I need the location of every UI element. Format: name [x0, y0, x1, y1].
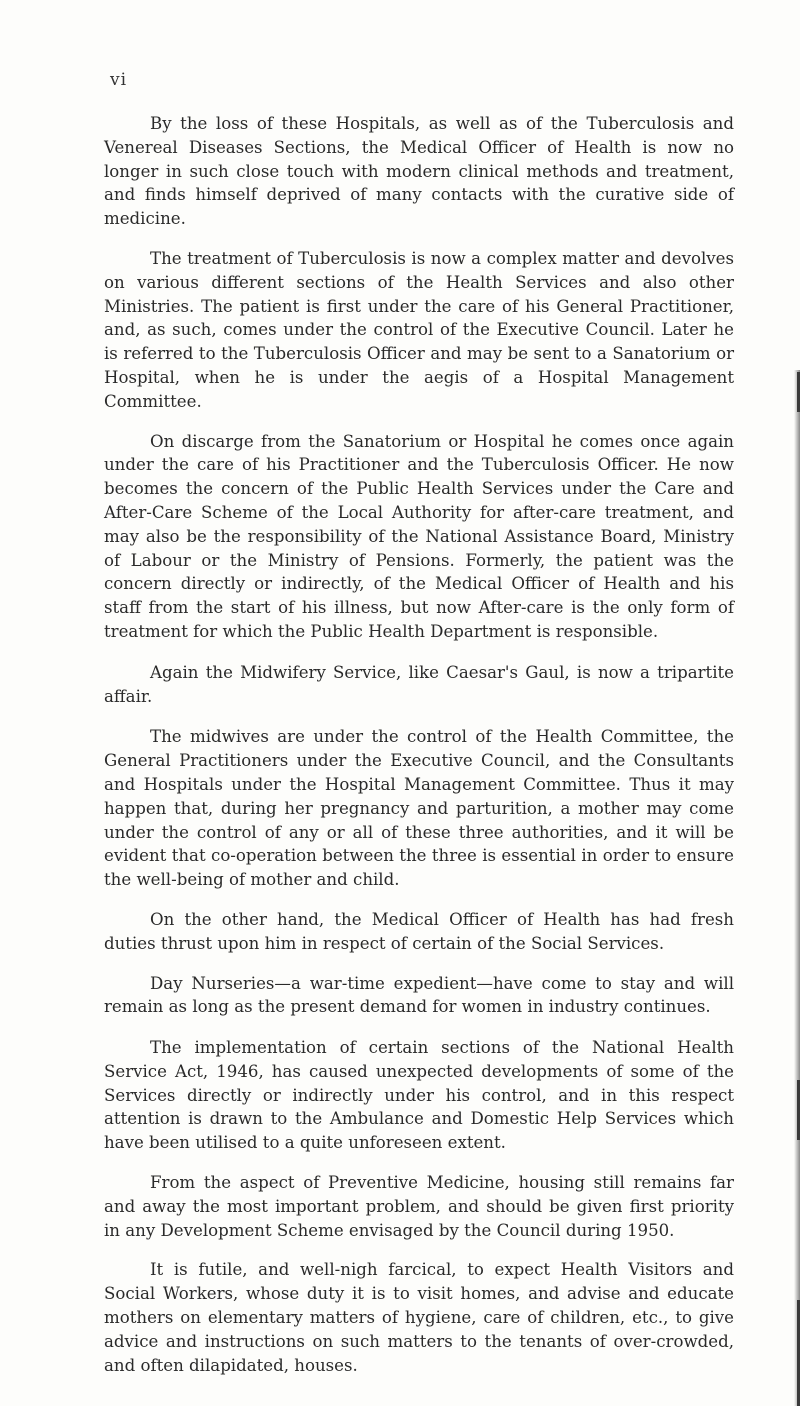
paragraph-health-visitors: It is futile, and well-nigh farcical, to expect Health Visitors and Social Workers, whose duty it is to visit homes, and advise and educate mothers on elementary matters of hygiene, care of children, etc., to give advice and instructions on such matters to the tenants of over-crowded, and often dilapidated, houses.	[104, 1260, 734, 1375]
paragraph-social-services: On the other hand, the Medical Officer of Health has had fresh duties thrust upon him in respect of certain of the Social Services.	[104, 909, 734, 953]
paragraph-midwives-control: The midwives are under the control of the Health Committee, the General Practitioners under the Executive Council, and the Consultants and Hospitals under the Hospital Management Committee. Thus it may happen that, during her pregnancy and parturition, a mother may come under the control of any or all of these three authorities, and it will be evident that co-operation between the three is essential in order to ensure the well-being of mother and child.	[104, 727, 734, 890]
page-number: vi	[110, 70, 128, 90]
paragraph-midwifery: Again the Midwifery Service, like Caesar's Gaul, is now a tripartite affair.	[104, 662, 734, 706]
paragraph-nhs-act: The implementation of certain sections of the National Health Service Act, 1946, has caused unexpected developments of some of the Services directly or indirectly under his control, and in this respect attention is drawn to the Ambulance and Domestic Help Services which have been utilised to a quite unforeseen extent.	[104, 1038, 734, 1153]
paragraph-preventive-medicine: From the aspect of Preventive Medicine, housing still remains far and away the most important problem, and should be given first priority in any Development Scheme envisaged by the Council during 1950.	[104, 1173, 734, 1240]
page-edge-shadow	[794, 370, 800, 1406]
body-text	[104, 112, 734, 1377]
paragraph-hospitals-loss: By the loss of these Hospitals, as well as of the Tuberculosis and Venereal Diseases Sections, the Medical Officer of Health is now no longer in such close touch with modern clinical methods and treatment, and finds himself deprived of many contacts with the curative side of medicine.	[104, 114, 734, 229]
paragraph-tuberculosis-treatment: The treatment of Tuberculosis is now a complex matter and devolves on various different sections of the Health Services and also other Ministries. The patient is first under the care of his General Practitioner, and, as such, comes under the control of the Executive Council. Later he is referred to the Tuberculosis Officer and may be sent to a Sanatorium or Hospital, when he is under the aegis of a Hospital Management Committee.	[104, 248, 734, 411]
paragraph-discharge: On discarge from the Sanatorium or Hospital he comes once again under the care of his Practitioner and the Tuberculosis Officer. He now becomes the concern of the Public Health Services under the Care and After-Care Scheme of the Local Authority for after-care treatment, and may also be the responsibility of the National Assistance Board, Ministry of Labour or the Ministry of Pensions. Formerly, the patient was the concern directly or indirectly, of the Medical Officer of Health and his staff from the start of his illness, but now After-care is the only form of treatment for which the Public Health Department is responsible.	[104, 431, 734, 641]
paragraph-day-nurseries: Day Nurseries—a war-time expedient—have come to stay and will remain as long as the present demand for women in industry continues.	[104, 973, 734, 1017]
